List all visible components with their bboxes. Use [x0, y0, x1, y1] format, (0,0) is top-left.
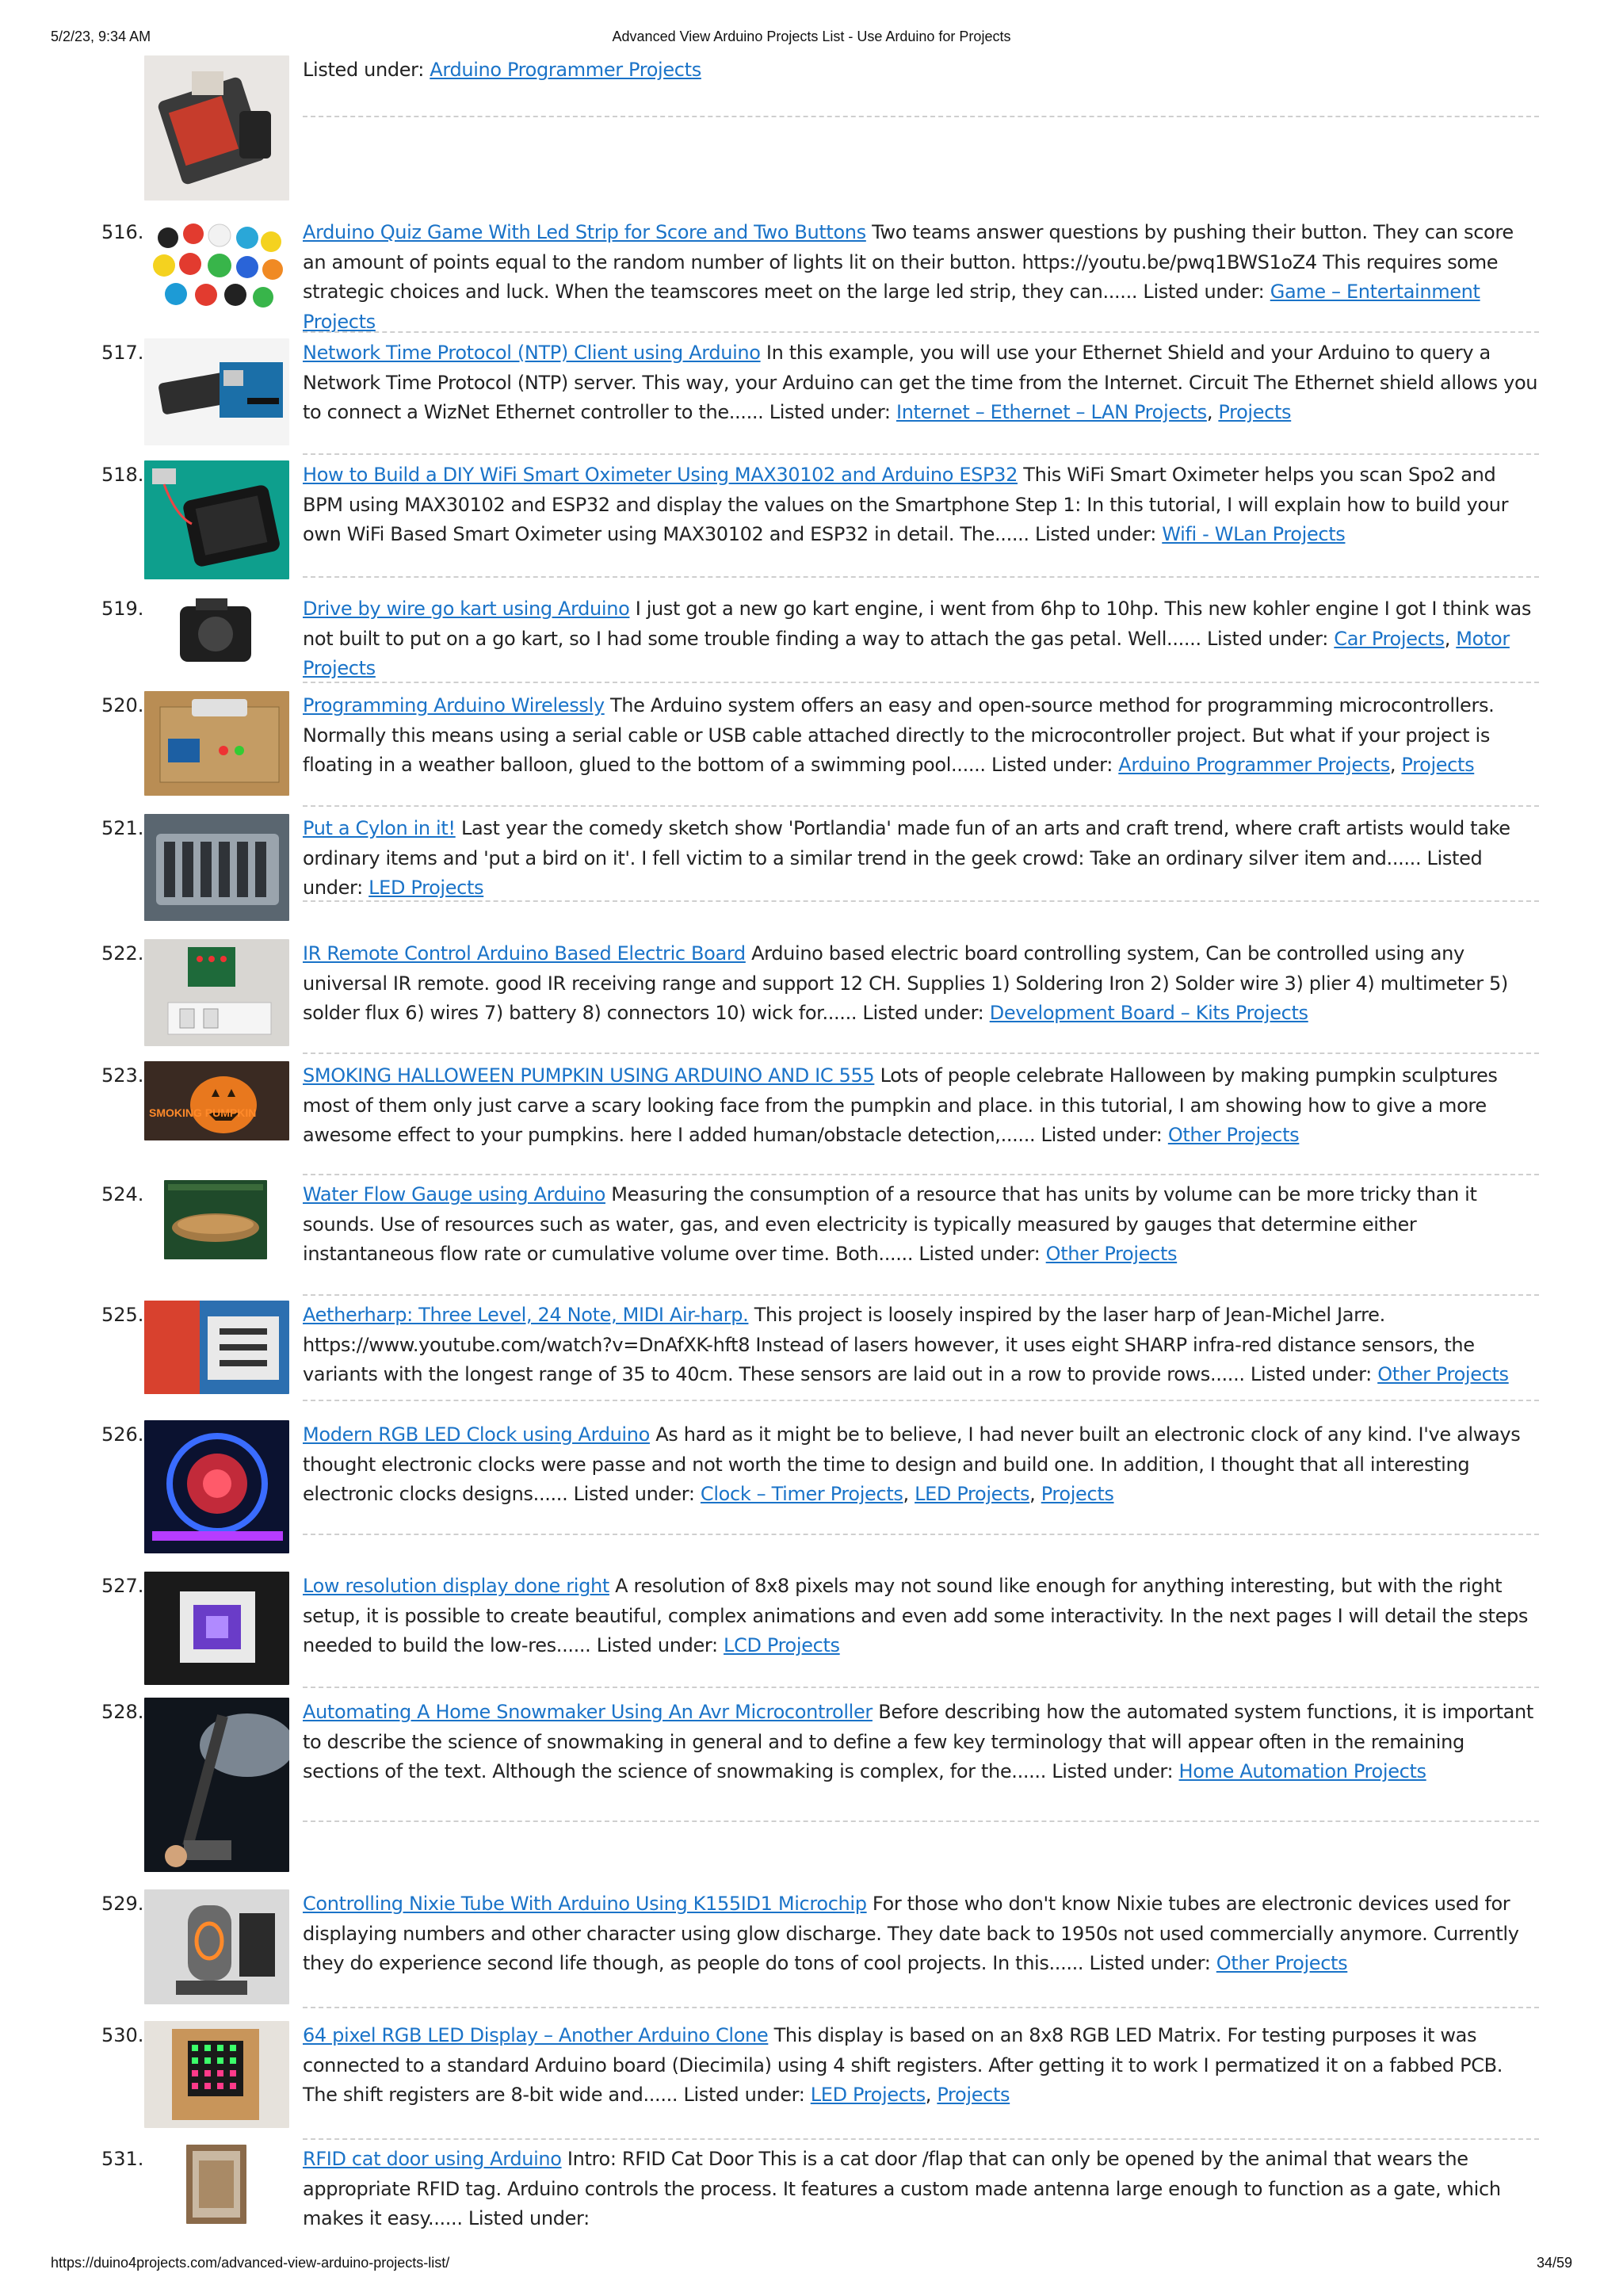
halloween-pumpkin-photo[interactable] — [144, 1061, 289, 1140]
project-description: This project is loosely inspired by the laser harp of Jean-Michel Jarre. https://www.youtube.com/watch?v=DnAfXK-hft8 Instead of lasers however, it uses eight SHARP infra-red distance sensors, the variants with the longest range of 35 to 40cm. These sensors are laid out in a row to provide rows...... — [303, 1304, 1475, 1385]
nixie-tube-photo[interactable] — [144, 1889, 289, 2004]
category-link[interactable]: Home Automation Projects — [1178, 1760, 1426, 1782]
list-item-text — [303, 460, 1539, 550]
category-link[interactable]: Projects — [1218, 401, 1292, 423]
category-link[interactable]: LCD Projects — [724, 1634, 840, 1656]
category-link[interactable]: Projects — [1041, 1483, 1114, 1505]
print-footer — [51, 2255, 1572, 2275]
separator — [303, 1174, 1539, 1175]
project-title-link[interactable]: Aetherharp: Three Level, 24 Note, MIDI Air-harp. — [303, 1304, 749, 1326]
category-link[interactable]: Other Projects — [1377, 1363, 1509, 1385]
listed-under-label: Listed under: — [303, 846, 1483, 899]
category-link[interactable]: LED Projects — [915, 1483, 1030, 1505]
list-item-text — [303, 1061, 1539, 1151]
separator — [303, 805, 1539, 807]
list-item-text — [303, 1180, 1539, 1270]
listed-under-label: Listed under: — [303, 59, 424, 81]
category-link[interactable]: Projects — [937, 2084, 1010, 2106]
item-number: 527. — [101, 1575, 144, 1597]
project-description: Intro: RFID Cat Door This is a cat door /flap that can only be opened by the animal that wears the appropriate RFID tag. Arduino controls the process. It features a custom made antenna large enough to function as a gate, which makes it easy...... — [303, 2148, 1501, 2229]
category-link[interactable]: Clock – Timer Projects — [700, 1483, 903, 1505]
listed-under-label: Listed under: — [862, 1002, 984, 1024]
list-item-text — [303, 218, 1539, 337]
item-number: 524. — [101, 1183, 144, 1205]
project-description: Last year the comedy sketch show 'Portlandia' made fun of an arts and craft trend, where craft artists would take ordinary items and 'put a bird on it'. I fell victim to a similar trend in the geek crowd: Take an ordinary silver item and...... — [303, 817, 1510, 869]
low-res-display-photo[interactable] — [144, 1572, 289, 1685]
list-item-text — [303, 2145, 1539, 2234]
listed-under-label: Listed under: — [1041, 1124, 1163, 1146]
list-item-text: Modern RGB LED Clock using Arduino As hard as it might be to believe, I had never built an electronic clock of any kind. I've always thought electronic clocks were passe and not worth the time to design and build one. In addition, I thought that all interesting electronic clocks designs...... Listed under: Clock – Timer Projects, LED Projects, Projects — [303, 1423, 1521, 1505]
separator — [303, 1400, 1539, 1401]
category-link[interactable]: Motor Projects — [303, 627, 1510, 679]
print-page-number: 34/59 — [1536, 2255, 1572, 2271]
project-title-link[interactable]: Drive by wire go kart using Arduino — [303, 598, 630, 620]
project-description: Arduino based electric board controlling system, Can be controlled using any universal IR remote. good IR receiving range and support 12 CH. Supplies 1) Soldering Iron 2) Solder wire 3) plier 4) multimeter 5) solder flux 6) wires 7) battery 8) connectors 10) wick for...... — [303, 942, 1508, 1024]
category-link[interactable]: Game – Entertainment Projects — [303, 281, 1480, 333]
listed-under-label: Listed under: — [596, 1634, 718, 1656]
project-description: Before describing how the automated system functions, it is important to describe the science of snowmaking in general and to define a few key terminology that will appear often in the remaining sections of the text. Although the science of snowmaking is complex, for the...... — [303, 1701, 1533, 1782]
listed-under-label: Listed under: — [1052, 1760, 1174, 1782]
item-number: 531. — [101, 2148, 144, 2170]
project-title-link[interactable]: Controlling Nixie Tube With Arduino Using K155ID1 Microchip — [303, 1893, 867, 1915]
separator — [303, 1687, 1539, 1688]
category-link[interactable]: Car Projects — [1334, 627, 1445, 650]
separator — [303, 1820, 1539, 1822]
item-number: 525. — [101, 1304, 144, 1326]
ethernet-shield-photo[interactable] — [144, 338, 289, 445]
category-link[interactable]: Other Projects — [1216, 1952, 1348, 1974]
listed-under-label: Listed under: — [991, 754, 1113, 776]
separator — [303, 2007, 1539, 2008]
listed-under-label: Listed under: — [918, 1243, 1041, 1265]
list-item-text — [303, 814, 1539, 904]
separator — [303, 1534, 1539, 1535]
listed-under-label: Listed under: — [1250, 1363, 1372, 1385]
project-title-link[interactable]: SMOKING HALLOWEEN PUMPKIN USING ARDUINO AND IC 555 — [303, 1064, 875, 1087]
snowmaker-photo[interactable] — [144, 1698, 289, 1872]
item-number: 522. — [101, 942, 144, 965]
electric-board-photo[interactable] — [144, 939, 289, 1046]
listed-under-label: Listed under: — [683, 2084, 805, 2106]
item-number: 520. — [101, 694, 144, 716]
wireless-programmer-board-photo[interactable] — [144, 691, 289, 796]
category-link[interactable]: Arduino Programmer Projects — [1118, 754, 1390, 776]
project-title-link[interactable]: How to Build a DIY WiFi Smart Oximeter Using MAX30102 and Arduino ESP32 — [303, 464, 1018, 486]
list-item-text — [303, 1572, 1539, 1661]
category-link[interactable]: Wifi - WLan Projects — [1162, 523, 1346, 545]
water-flow-gauge-photo[interactable] — [164, 1180, 267, 1259]
category-link[interactable]: LED Projects — [369, 877, 484, 899]
project-description: Measuring the consumption of a resource that has units by volume can be more tricky than it sounds. Use of resources such as water, gas, and even electricity is typically measured by gauges that determine either instantaneous flow rate or cumulative volume over time. Both...... — [303, 1183, 1477, 1265]
item-number: 528. — [101, 1701, 144, 1723]
category-link[interactable]: Development Board – Kits Projects — [989, 1002, 1308, 1024]
list-item-text — [303, 939, 1539, 1029]
project-description: As hard as it might be to believe, I had never built an electronic clock of any kind. I've always thought electronic clocks were passe and not worth the time to design and build one. In addition, I thought that all interesting electronic clocks designs...... — [303, 1423, 1521, 1505]
project-title-link[interactable]: 64 pixel RGB LED Display – Another Arduino Clone — [303, 2024, 769, 2046]
rgb-led-matrix-photo[interactable] — [144, 2021, 289, 2128]
list-item-text — [303, 55, 1539, 86]
print-datetime: 5/2/23, 9:34 AM — [51, 29, 151, 44]
list-item-text: Drive by wire go kart using Arduino I just got a new go kart engine, i went from 6hp to 10hp. This new kohler engine I got I think was not built to put on a go kart, so I had some trouble finding a way to attach the gas petal. Well...... Listed under: Car Projects, Motor Projects — [303, 598, 1532, 679]
item-number: 529. — [101, 1893, 144, 1915]
item-number: 516. — [101, 221, 144, 243]
print-url: https://duino4projects.com/advanced-view-arduino-projects-list/ — [51, 2255, 450, 2271]
listed-under-label: Listed under: — [769, 401, 891, 423]
item-number: 517. — [101, 342, 144, 364]
project-title-link[interactable]: Water Flow Gauge using Arduino — [303, 1183, 605, 1205]
list-item-text — [303, 1889, 1539, 1979]
colorful-arcade-buttons-photo[interactable] — [144, 218, 289, 313]
separator — [303, 900, 1539, 902]
category-link[interactable]: LED Projects — [810, 2084, 926, 2106]
category-link[interactable]: Other Projects — [1167, 1124, 1300, 1146]
project-title-link[interactable]: IR Remote Control Arduino Based Electric Board — [303, 942, 746, 965]
thumb-caption: SMOKING PUMPKIN — [149, 1106, 257, 1119]
separator — [303, 1052, 1539, 1054]
listed-under-label: Listed under: — [573, 1483, 695, 1505]
listed-under-label: Listed under: — [1207, 627, 1329, 650]
list-item-text: Programming Arduino Wirelessly The Arduino system offers an easy and open-source method for programming microcontrollers. Normally this means using a serial cable or USB cable attached directly to the microcontroller project. But what if your project is floating in a weather balloon, glued to the bottom of a swimming pool...... Listed under: Arduino Programmer Projects, Projects — [303, 694, 1495, 776]
separator — [303, 1294, 1539, 1296]
item-number: 530. — [101, 2024, 144, 2046]
project-description: This WiFi Smart Oximeter helps you scan Spo2 and BPM using MAX30102 and ESP32 and display the values on the Smartphone Step 1: In this tutorial, I will explain how to build your own WiFi Based Smart Oximeter using MAX30102 and ESP32 in detail. The...... — [303, 464, 1509, 545]
project-description: A resolution of 8x8 pixels may not sound like enough for anything interesting, but with the right setup, it is possible to create beautiful, complex animations and even add some interactivity. In the next pages I will detail the steps needed to build the low-res...... — [303, 1575, 1529, 1656]
item-number: 519. — [101, 598, 144, 620]
project-title-link[interactable]: Low resolution display done right — [303, 1575, 609, 1597]
cat-door-photo[interactable] — [186, 2145, 246, 2224]
item-number: 526. — [101, 1423, 144, 1446]
go-kart-engine-photo[interactable] — [144, 594, 289, 674]
list-item-text — [303, 1698, 1539, 1787]
item-number: 521. — [101, 817, 144, 839]
category-link[interactable]: Other Projects — [1045, 1243, 1178, 1265]
project-title-link[interactable]: Arduino Quiz Game With Led Strip for Score and Two Buttons — [303, 221, 866, 243]
separator — [303, 453, 1539, 455]
project-title-link[interactable]: Modern RGB LED Clock using Arduino — [303, 1423, 650, 1446]
project-description: For those who don't know Nixie tubes are electronic devices used for displaying numbers and other character using glow discharge. They date back to 1950s not used commercially anymore. Currently they do experience second life though, as people do tons of cool projects. In this...... — [303, 1893, 1519, 1974]
project-title-link[interactable]: Programming Arduino Wirelessly — [303, 694, 605, 716]
category-link[interactable]: Arduino Programmer Projects — [430, 59, 701, 81]
project-description: Lots of people celebrate Halloween by making pumpkin sculptures most of them only just carve a scary looking face from the pumpkin and place. in this tutorial, I am showing how to give a more awesome effect to your pumpkins. here I added human/obstacle detection,...... — [303, 1064, 1498, 1146]
separator — [303, 2138, 1539, 2140]
listed-under-label: Listed under: — [1143, 281, 1265, 303]
listed-under-label: Listed under: — [468, 2207, 590, 2229]
project-description: Two teams answer questions by pushing their button. They can score an amount of points equal to the random number of lights lit on their button. https://youtu.be/pwq1BWS1oZ4 This requires some strategic choices and luck. When the teamscores meet on the large led strip, they can...... — [303, 221, 1514, 303]
separator — [303, 331, 1539, 333]
project-title-link[interactable]: Automating A Home Snowmaker Using An Avr Microcontroller — [303, 1701, 873, 1723]
project-description: The Arduino system offers an easy and open-source method for programming microcontrollers. Normally this means using a serial cable or USB cable attached directly to the microcontroller project. But what if your project is floating in a weather balloon, glued to the bottom of a swimming pool...... — [303, 694, 1495, 776]
car-grille-led-photo[interactable] — [144, 814, 289, 921]
listed-under-label: Listed under: — [1089, 1952, 1211, 1974]
print-page-title: Advanced View Arduino Projects List - Use Arduino for Projects — [612, 29, 1011, 44]
separator — [303, 116, 1539, 117]
arduino-programmer-board-photo[interactable] — [144, 55, 289, 201]
rgb-led-clock-photo[interactable] — [144, 1420, 289, 1553]
list-item-text: 64 pixel RGB LED Display – Another Arduino Clone This display is based on an 8x8 RGB LED Matrix. For testing purposes it was connected to a standard Arduino board (Diecimila) using 4 shift registers. After getting it to work I permatized it on a fabbed PCB. The shift registers are 8-bit wide and...... Listed under: LED Projects, Projects — [303, 2024, 1503, 2106]
project-description: I just got a new go kart engine, i went from 6hp to 10hp. This new kohler engine I got I think was not built to put on a go kart, so I had some trouble finding a way to attach the gas petal. Well...... — [303, 598, 1532, 650]
project-description: In this example, you will use your Ethernet Shield and your Arduino to query a Network Time Protocol (NTP) server. This way, your Arduino can get the time from the Internet. Circuit The Ethernet shield allows you to connect a WizNet Ethernet controller to the...... — [303, 342, 1538, 423]
listed-under-label: Listed under: — [1034, 523, 1156, 545]
print-header — [51, 29, 1572, 49]
separator — [303, 682, 1539, 683]
air-harp-photo[interactable] — [144, 1301, 289, 1394]
project-title-link[interactable]: Network Time Protocol (NTP) Client using Arduino — [303, 342, 761, 364]
list-item-text: Network Time Protocol (NTP) Client using Arduino In this example, you will use your Ethernet Shield and your Arduino to query a Network Time Protocol (NTP) server. This way, your Arduino can get the time from the Internet. Circuit The Ethernet shield allows you to connect a WizNet Ethernet controller to the...... Listed under: Internet – Ethernet – LAN Projects, Projects — [303, 342, 1538, 423]
separator — [303, 576, 1539, 578]
project-description: This display is based on an 8x8 RGB LED Matrix. For testing purposes it was connected to a standard Arduino board (Diecimila) using 4 shift registers. After getting it to work I permatized it on a fabbed PCB. The shift registers are 8-bit wide and...... — [303, 2024, 1503, 2106]
category-link[interactable]: Projects — [1401, 754, 1475, 776]
list-item-text — [303, 1301, 1539, 1390]
project-title-link[interactable]: RFID cat door using Arduino — [303, 2148, 562, 2170]
item-number: 518. — [101, 464, 144, 486]
project-title-link[interactable]: Put a Cylon in it! — [303, 817, 456, 839]
smartphone-oximeter-photo[interactable] — [144, 460, 289, 579]
category-link[interactable]: Internet – Ethernet – LAN Projects — [896, 401, 1207, 423]
item-number: 523. — [101, 1064, 144, 1087]
